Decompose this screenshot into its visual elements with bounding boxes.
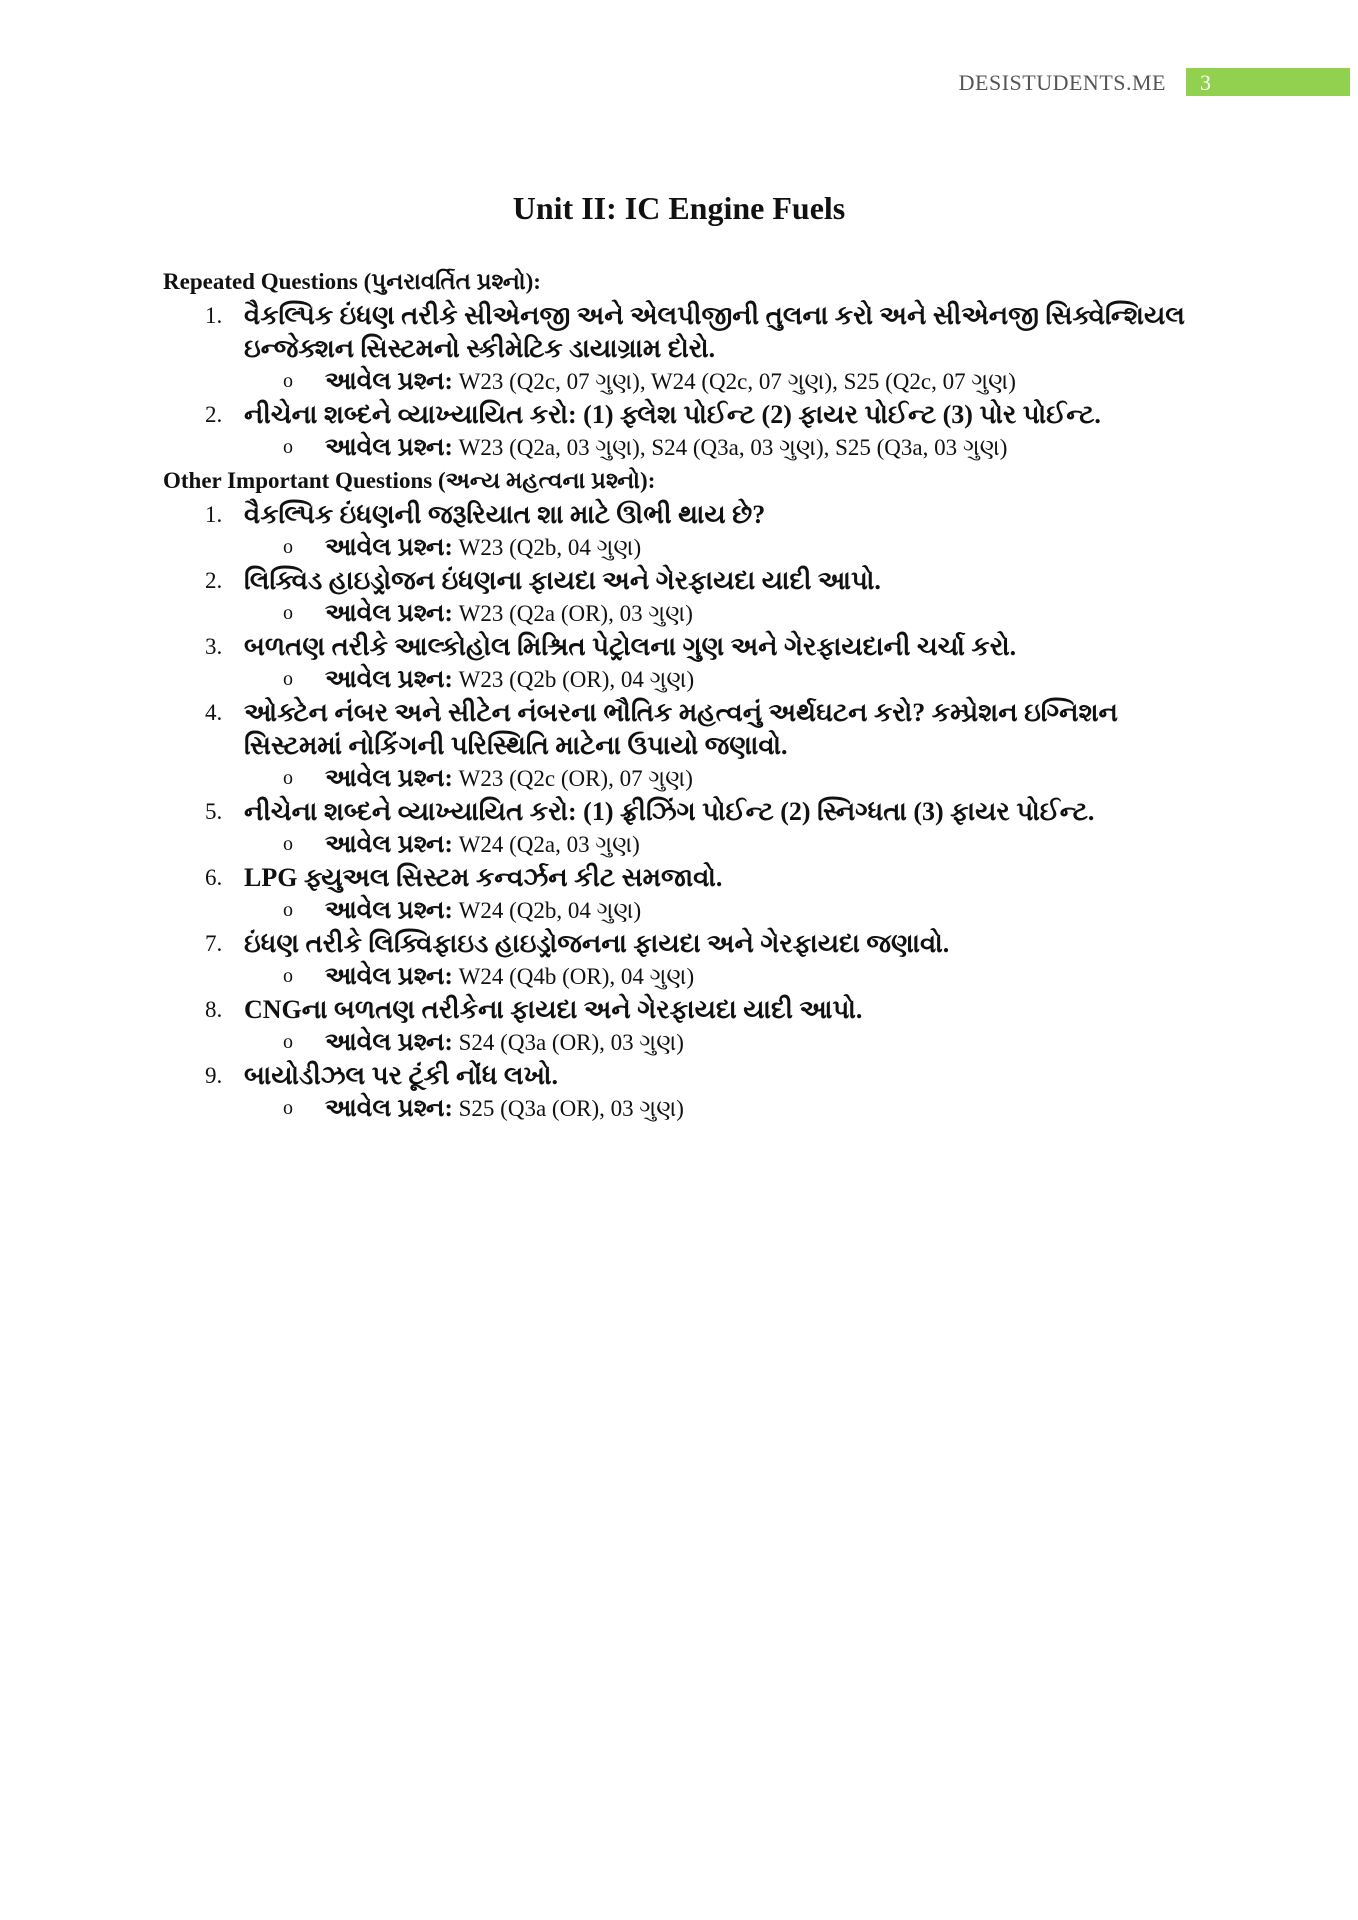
hollow-bullet-icon: o [283,1031,293,1053]
question-text-line: લિક્વિડ હાઇડ્રોજન ઇંધણના ફાયદા અને ગેરફાયદા યાદી આપો. [244,566,881,595]
hollow-bullet-icon: o [283,436,293,458]
section-heading-repeated: Repeated Questions (પુનરાવર્તિત પ્રશ્નો): [163,269,541,294]
asked-in-row [163,431,1203,464]
asked-in-exams: W23 (Q2b, 04 ગુણ) [458,535,642,560]
question-text-line: નીચેના શબ્દને વ્યાખ્યાયિત કરો: (1) ફ્લેશ પોઈન્ટ (2) ફાયર પોઈન્ટ (3) પોર પોઈન્ટ. [244,400,1101,429]
asked-label: આવેલ પ્રશ્ન: [325,534,453,561]
question-item [163,795,1203,828]
question-text-line: સિસ્ટમમાં નોકિંગની પરિસ્થિતિ માટેના ઉપાયો જણાવો. [244,731,788,760]
asked-label: આવેલ પ્રશ્ન: [325,1029,453,1056]
question-text-line: વૈકલ્પિક ઇંધણ તરીકે સીએનજી અને એલપીજીની તુલના કરો અને સીએનજી સિક્વેન્શિયલ [244,301,1185,330]
asked-in-row [163,960,1203,993]
asked-in-row [163,597,1203,630]
asked-in-exams: S24 (Q3a (OR), 03 ગુણ) [458,1030,684,1055]
section-heading-other: Other Important Questions (અન્ય મહત્વના પ્રશ્નો): [163,468,656,493]
question-number: 7. [205,931,223,956]
question-number: 1. [205,303,223,328]
question-item [163,993,1203,1026]
asked-in-exams: S25 (Q3a (OR), 03 ગુણ) [458,1096,684,1121]
question-number: 6. [205,865,223,890]
hollow-bullet-icon: o [283,899,293,921]
asked-in-row [163,1026,1203,1059]
asked-in-exams: W24 (Q4b (OR), 04 ગુણ) [458,964,695,989]
asked-label: આવેલ પ્રશ્ન: [325,1095,453,1122]
asked-in-row [163,663,1203,696]
asked-in-exams: W24 (Q2a, 03 ગુણ) [458,832,640,857]
question-number: 9. [205,1063,223,1088]
asked-in-row [163,762,1203,795]
hollow-bullet-icon: o [283,1097,293,1119]
question-text-line: બાયોડીઝલ પર ટૂંકી નોંધ લખો. [244,1061,558,1090]
asked-in-exams: W23 (Q2c, 07 ગુણ), W24 (Q2c, 07 ગુણ), S25 (Q2c, 07 ગુણ) [458,369,1016,394]
asked-in-row [163,365,1203,398]
question-item [163,1059,1203,1092]
asked-label: આવેલ પ્રશ્ન: [325,963,453,990]
page-number: 3 [1200,70,1211,95]
asked-label: આવેલ પ્રશ્ન: [325,666,453,693]
question-item [163,498,1203,531]
question-item [163,630,1203,663]
question-item [163,398,1203,431]
question-item [163,861,1203,894]
hollow-bullet-icon: o [283,536,293,558]
asked-label: આવેલ પ્રશ્ન: [325,368,453,395]
question-text-line: ઓક્ટેન નંબર અને સીટેન નંબરના ભૌતિક મહત્વનું અર્થઘટન કરો? કમ્પ્રેશન ઇગ્નિશન [244,698,1118,727]
question-item [163,564,1203,597]
site-name: DESISTUDENTS.ME [958,70,1166,95]
asked-in-row [163,894,1203,927]
asked-in-exams: W23 (Q2a, 03 ગુણ), S24 (Q3a, 03 ગુણ), S25 (Q3a, 03 ગુણ) [458,435,1008,460]
question-text-line: LPG ફ્યુઅલ સિસ્ટમ કન્વર્ઝન કીટ સમજાવો. [244,863,723,892]
asked-in-exams: W23 (Q2c (OR), 07 ગુણ) [458,766,693,791]
question-number: 5. [205,799,223,824]
question-text-line: ઇંધણ તરીકે લિક્વિફાઇડ હાઇડ્રોજનના ફાયદા અને ગેરફાયદા જણાવો. [244,929,950,958]
question-number: 3. [205,634,223,659]
page-header [0,68,1358,96]
hollow-bullet-icon: o [283,767,293,789]
asked-label: આવેલ પ્રશ્ન: [325,765,453,792]
hollow-bullet-icon: o [283,370,293,392]
asked-label: આવેલ પ્રશ્ન: [325,897,453,924]
asked-label: આવેલ પ્રશ્ન: [325,600,453,627]
hollow-bullet-icon: o [283,602,293,624]
asked-in-exams: W24 (Q2b, 04 ગુણ) [458,898,642,923]
question-text-line: નીચેના શબ્દને વ્યાખ્યાયિત કરો: (1) ફ્રીઝિંગ પોઈન્ટ (2) સ્નિગ્ધતા (3) ફાયર પોઈન્ટ. [244,797,1095,826]
question-item [163,696,1203,762]
asked-in-exams: W23 (Q2b (OR), 04 ગુણ) [458,667,695,692]
hollow-bullet-icon: o [283,668,293,690]
question-number: 2. [205,568,223,593]
question-text-line: વૈકલ્પિક ઇંધણની જરૂરિયાત શા માટે ઊભી થાય છે? [244,500,766,529]
asked-in-row [163,828,1203,861]
question-item [163,299,1203,365]
page-title: Unit II: IC Engine Fuels [512,190,846,226]
asked-label: આવેલ પ્રશ્ન: [325,831,453,858]
question-text-line: બળતણ તરીકે આલ્કોહોલ મિશ્રિત પેટ્રોલના ગુણ અને ગેરફાયદાની ચર્ચા કરો. [244,632,1017,661]
question-item [163,927,1203,960]
question-number: 2. [205,402,223,427]
question-text-line: ઇન્જેક્શન સિસ્ટમનો સ્કીમેટિક ડાયાગ્રામ દોરો. [244,334,716,363]
question-number: 4. [205,700,223,725]
hollow-bullet-icon: o [283,833,293,855]
question-content [163,265,1203,1125]
question-number: 8. [205,997,223,1022]
asked-in-exams: W23 (Q2a (OR), 03 ગુણ) [458,601,693,626]
page-number-box [1186,68,1350,96]
question-text-line: CNGના બળતણ તરીકેના ફાયદા અને ગેરફાયદા યાદી આપો. [244,995,863,1024]
asked-in-row [163,531,1203,564]
question-number: 1. [205,502,223,527]
asked-in-row [163,1092,1203,1125]
hollow-bullet-icon: o [283,965,293,987]
asked-label: આવેલ પ્રશ્ન: [325,434,453,461]
